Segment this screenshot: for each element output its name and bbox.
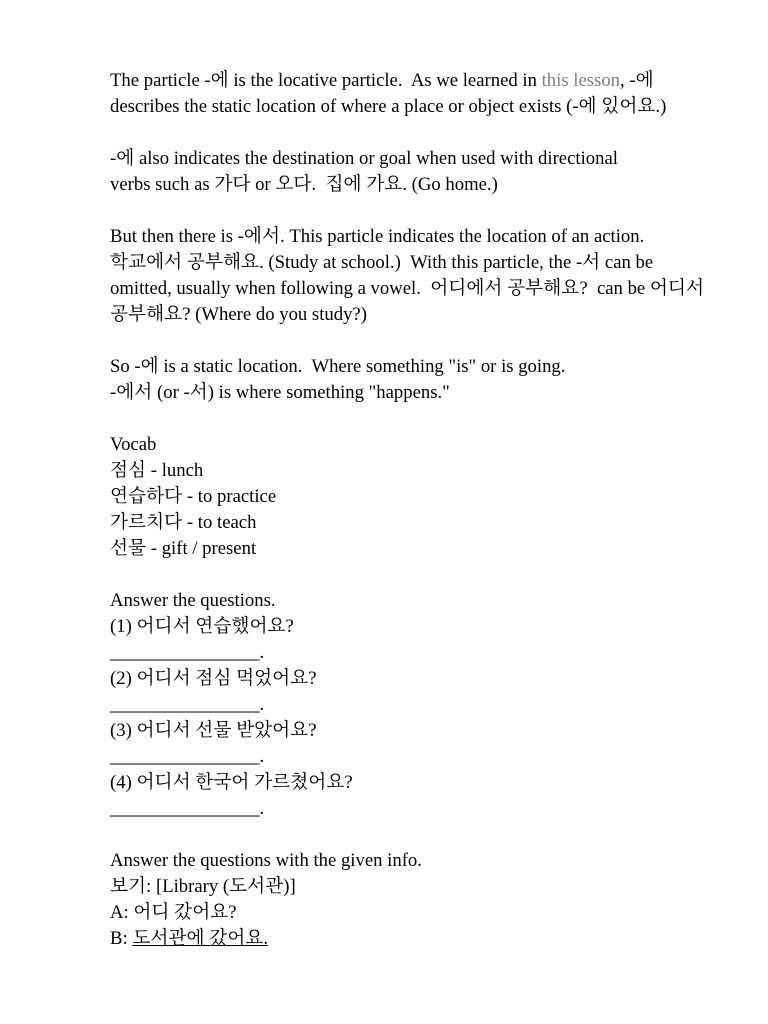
question-number: (3): [110, 720, 132, 741]
vocab-meaning: to practice: [197, 486, 277, 507]
destination-line-2: verbs such as 가다 or 오다. 집에 가요. (Go home.): [110, 174, 498, 195]
vocab-meaning: lunch: [161, 460, 204, 481]
question-text: 어디서 연습했어요?: [136, 616, 294, 637]
example-given-info: 보기: [Library (도서관)]: [110, 876, 296, 897]
question-item: [110, 614, 730, 640]
question-number: (1): [110, 616, 132, 637]
locative-paragraph: [110, 68, 730, 120]
vocab-word: 가르치다: [110, 512, 183, 533]
vocab-meaning: gift / present: [161, 538, 257, 559]
example-question: A: 어디 갔어요?: [110, 902, 237, 923]
questions-section: [110, 588, 730, 822]
destination-line-1: -에 also indicates the destination or goal when used with directional: [110, 148, 618, 169]
destination-paragraph: [110, 146, 730, 198]
question-text: 어디서 선물 받았어요?: [136, 720, 317, 741]
vocab-item: [110, 484, 730, 510]
vocab-section: [110, 432, 730, 562]
lesson-link[interactable]: this lesson: [541, 70, 621, 91]
locative-line-2: describes the static location of where a place or object exists (-에 있어요.): [110, 96, 667, 117]
action-line-1: But then there is -에서. This particle indicates the location of an action.: [110, 226, 645, 247]
vocab-word: 점심: [110, 460, 147, 481]
summary-line-1: So -에 is a static location. Where something "is" or is going.: [110, 356, 566, 377]
question-number: (2): [110, 668, 132, 689]
questions-heading: Answer the questions.: [110, 590, 276, 611]
vocab-heading: Vocab: [110, 434, 157, 455]
example-answer-text: 도서관에 갔어요.: [132, 928, 269, 949]
question-text: 어디서 한국어 가르쳤어요?: [136, 772, 353, 793]
vocab-separator: -: [150, 460, 158, 481]
example-answer-label: B:: [110, 928, 128, 949]
answer-blank: ________________.: [110, 694, 265, 715]
action-location-paragraph: [110, 224, 730, 328]
action-line-4: 공부해요? (Where do you study?): [110, 304, 367, 325]
vocab-separator: -: [150, 538, 158, 559]
question-item: [110, 666, 730, 692]
vocab-word: 선물: [110, 538, 147, 559]
example-answer: [110, 926, 730, 952]
question-item: [110, 718, 730, 744]
vocab-item: [110, 536, 730, 562]
document-page: [110, 68, 730, 978]
answer-blank: ________________.: [110, 798, 265, 819]
vocab-word: 연습하다: [110, 486, 183, 507]
question-number: (4): [110, 772, 132, 793]
question-text: 어디서 점심 먹었어요?: [136, 668, 317, 689]
locative-line-1: [110, 68, 730, 94]
example-heading: Answer the questions with the given info.: [110, 850, 422, 871]
answer-blank: ________________.: [110, 642, 265, 663]
vocab-meaning: to teach: [197, 512, 257, 533]
example-section: [110, 848, 730, 952]
vocab-separator: -: [186, 512, 194, 533]
locative-text-end: , -에: [620, 70, 654, 91]
summary-line-2: -에서 (or -서) is where something "happens.": [110, 382, 450, 403]
locative-text-start: The particle -에 is the locative particle. As we learned in: [110, 70, 537, 91]
answer-blank: ________________.: [110, 746, 265, 767]
summary-paragraph: [110, 354, 730, 406]
vocab-item: [110, 458, 730, 484]
vocab-item: [110, 510, 730, 536]
action-line-3: omitted, usually when following a vowel. 어디에서 공부해요? can be 어디서: [110, 278, 705, 299]
vocab-separator: -: [186, 486, 194, 507]
question-item: [110, 770, 730, 796]
action-line-2: 학교에서 공부해요. (Study at school.) With this particle, the -서 can be: [110, 252, 654, 273]
